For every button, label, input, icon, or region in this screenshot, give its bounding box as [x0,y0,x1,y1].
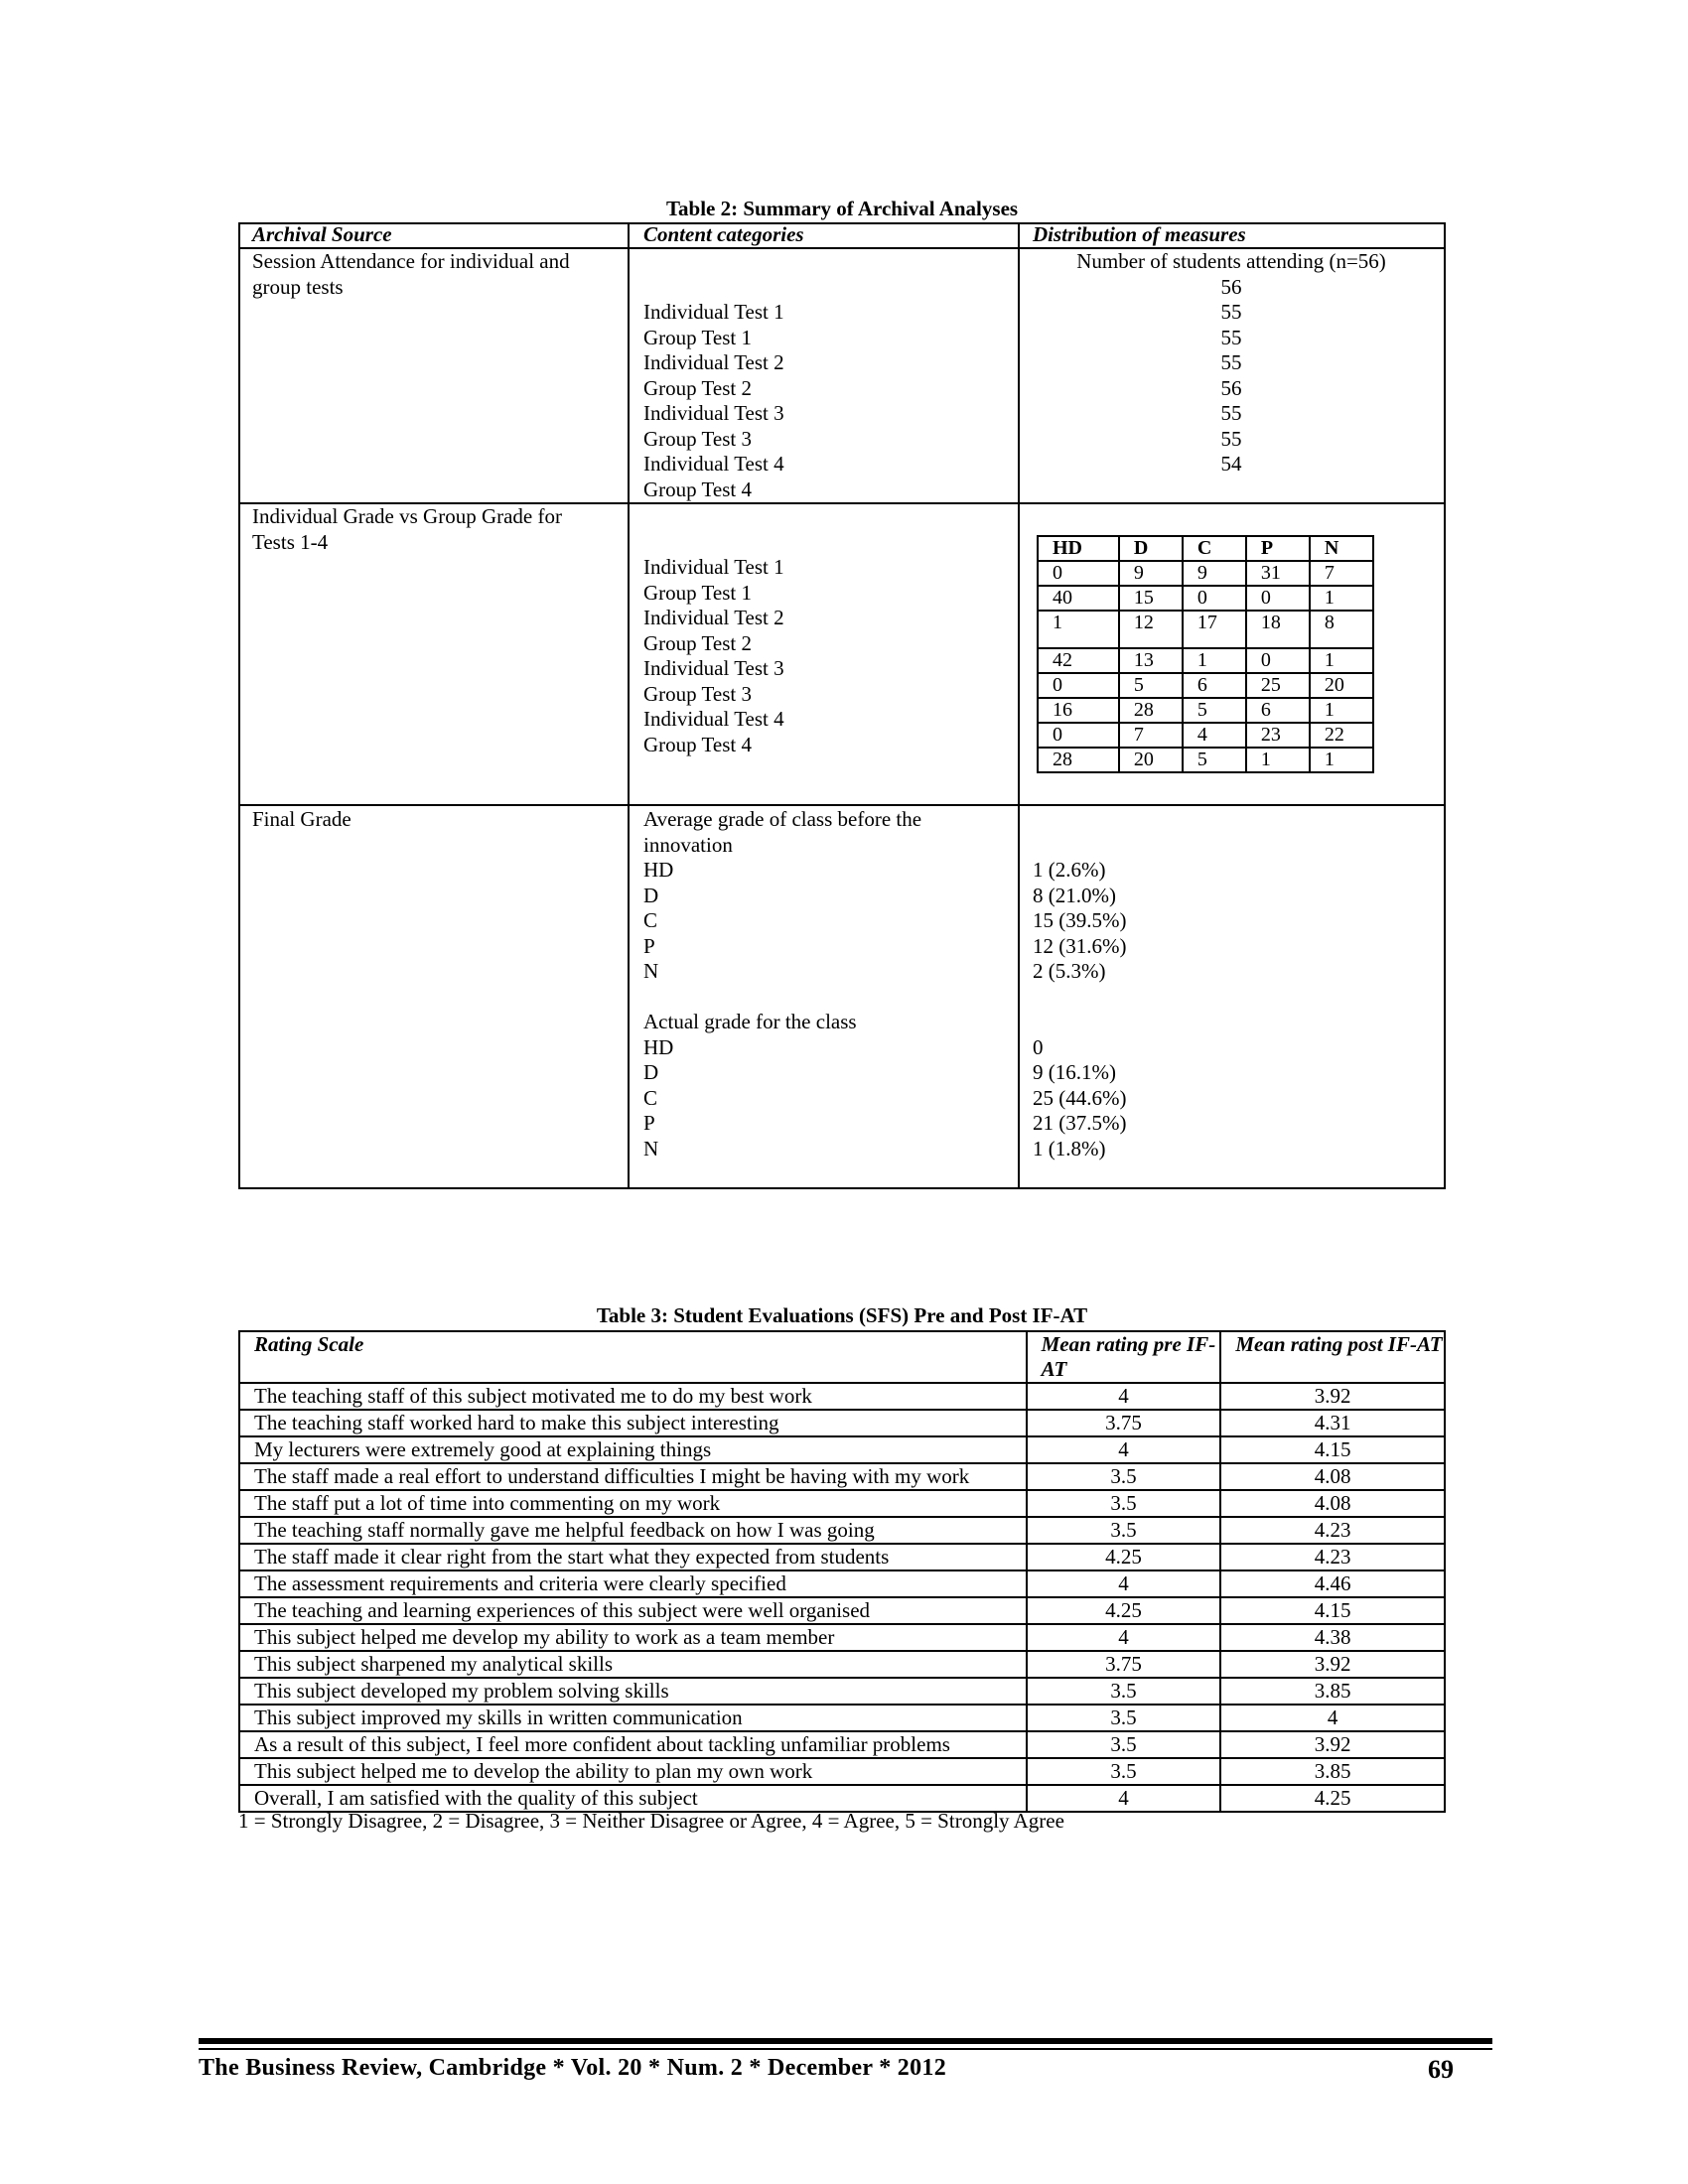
table2-col-divider-1 [628,222,630,1189]
table-row: As a result of this subject, I feel more confident about tackling unfamiliar problems 3.5 3.92 [239,1731,1445,1758]
journal-citation: The Business Review, Cambridge * Vol. 20 * Num. 2 * December * 2012 [199,2055,946,2081]
table3-header-rating-scale: Rating Scale [239,1331,1027,1383]
grid-header: C [1183,536,1246,561]
table3 [238,1330,1446,1813]
table-row: This subject helped me develop my ability to work as a team member 4 4.38 [239,1624,1445,1651]
table-row: The teaching and learning experiences of this subject were well organised 4.25 4.15 [239,1597,1445,1624]
table2-row-rule-2 [238,804,1446,806]
table-row: The assessment requirements and criteria were clearly specified 4 4.46 [239,1570,1445,1597]
grid-header-row [1038,536,1373,561]
table2-col-divider-2 [1018,222,1020,1189]
grid-row: 42 13 1 0 1 [1038,648,1373,673]
final-categories: Average grade of class before the innovation HD D C P N Actual grade for the class HD D C P N [643,807,922,1160]
footer-rule-thin [199,2048,1492,2050]
attendance-values: Number of students attending (n=56) 56 55 55 55 56 55 55 54 [1033,249,1430,478]
table3-header-row [239,1331,1445,1383]
grid-row: 0 7 4 23 22 [1038,723,1373,748]
table-row: The teaching staff normally gave me helpful feedback on how I was going 3.5 4.23 [239,1517,1445,1544]
table3-caption: Table 3: Student Evaluations (SFS) Pre and Post IF-AT [596,1303,1088,1327]
table-row: My lecturers were extremely good at explaining things 4 4.15 [239,1436,1445,1463]
table2-header-categories: Content categories [643,222,804,246]
grid-row: 28 20 5 1 1 [1038,748,1373,772]
table2-header-distribution: Distribution of measures [1033,222,1246,246]
grades-categories: Individual Test 1 Group Test 1 Individual Test 2 Group Test 2 Individual Test 3 Group Test 3 Individual Test 4 Group Test 4 [643,555,784,756]
grid-row: 0 5 6 25 20 [1038,673,1373,698]
table-row: The teaching staff worked hard to make this subject interesting 3.75 4.31 [239,1410,1445,1436]
footer-rule-thick [199,2038,1492,2044]
table-row: Overall, I am satisfied with the quality of this subject 4 4.25 [239,1785,1445,1812]
table3-header-pre: Mean rating pre IF-AT [1027,1331,1221,1383]
table-row: This subject developed my problem solving skills 3.5 3.85 [239,1678,1445,1705]
page-number: 69 [1428,2055,1454,2084]
grid-header: D [1119,536,1183,561]
table-row: The teaching staff of this subject motivated me to do my best work 4 3.92 [239,1383,1445,1410]
grade-distribution-grid [1037,535,1374,773]
final-values: 1 (2.6%) 8 (21.0%) 15 (39.5%) 12 (31.6%) 2 (5.3%) 0 9 (16.1%) 25 (44.6%) 21 (37.5%) 1 (1.8%) [1033,858,1127,1160]
table3-footnote: 1 = Strongly Disagree, 2 = Disagree, 3 = Neither Disagree or Agree, 4 = Agree, 5 = Strongly Agree [238,1809,1064,1833]
grid-header: P [1246,536,1310,561]
table-row: The staff made a real effort to understand difficulties I might be having with my work 3.5 4.08 [239,1463,1445,1490]
table3-header-post: Mean rating post IF-AT [1220,1331,1445,1383]
table-row: This subject helped me to develop the ability to plan my own work 3.5 3.85 [239,1758,1445,1785]
table2-header-source: Archival Source [252,222,392,246]
table2-caption: Table 2: Summary of Archival Analyses [665,197,1019,220]
grid-row: 0 9 9 31 7 [1038,561,1373,586]
table2 [238,222,1446,1189]
grid-header: HD [1038,536,1119,561]
grid-row: 1 12 17 18 8 [1038,611,1373,648]
grid-row: 40 15 0 0 1 [1038,586,1373,611]
attendance-source: Session Attendance for individual and group tests [252,249,570,299]
table-row: This subject sharpened my analytical skills 3.75 3.92 [239,1651,1445,1678]
final-source: Final Grade [252,807,352,831]
attendance-heading: Number of students attending (n=56) [1076,249,1386,273]
table-row: The staff put a lot of time into commenting on my work 3.5 4.08 [239,1490,1445,1517]
grades-source: Individual Grade vs Group Grade for Tests 1-4 [252,504,562,554]
grid-header: N [1310,536,1373,561]
grid-row: 16 28 5 6 1 [1038,698,1373,723]
attendance-categories: Individual Test 1 Group Test 1 Individual Test 2 Group Test 2 Individual Test 3 Group Test 3 Individual Test 4 Group Test 4 [643,300,784,501]
table-row: The staff made it clear right from the start what they expected from students 4.25 4.23 [239,1544,1445,1570]
table-row: This subject improved my skills in written communication 3.5 4 [239,1705,1445,1731]
